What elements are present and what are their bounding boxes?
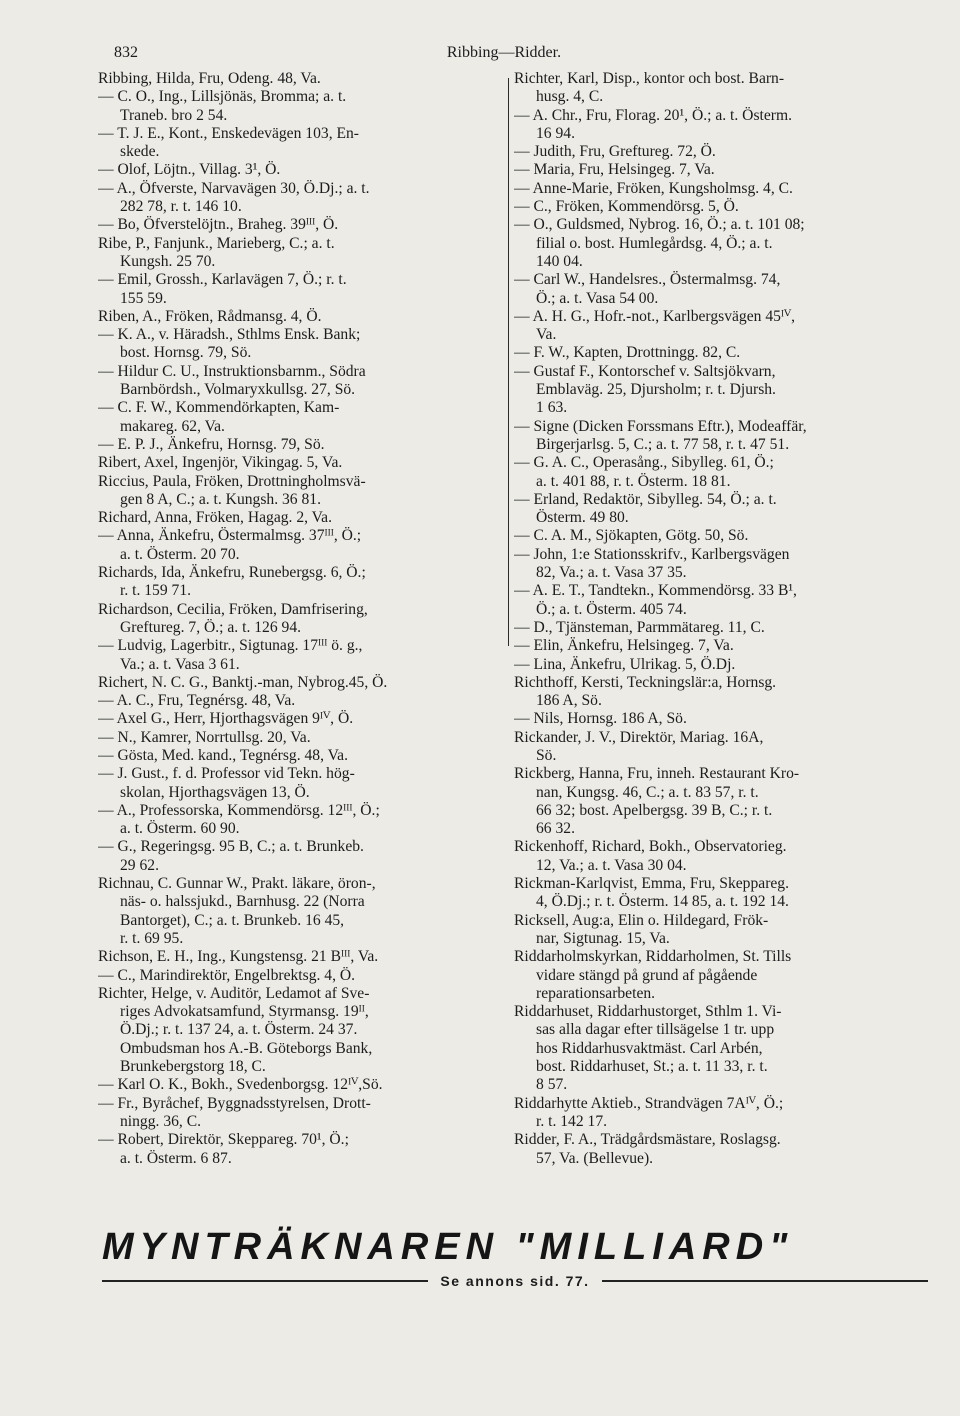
directory-line: Riddarhuset, Riddarhustorget, Sthlm 1. Vi- [514,1003,782,1021]
directory-line: makareg. 62, Va. [120,417,225,435]
directory-line: skolan, Hjorthagsvägen 13, Ö. [120,783,310,801]
directory-line: gen 8 A, C.; a. t. Kungsh. 36 81. [120,490,321,508]
directory-line: Ridder, F. A., Trädgårdsmästare, Roslagsg. [514,1131,781,1149]
directory-line: — Carl W., Handelsres., Östermalmsg. 74, [514,271,781,289]
directory-line: 66 32; bost. Apelbergsg. 39 B, C.; r. t. [536,801,773,819]
directory-line: Va. [536,326,557,344]
directory-line: — C. A. M., Sjökapten, Götg. 50, Sö. [514,527,749,545]
directory-line: — G. A. C., Operasång., Sibylleg. 61, Ö.; [514,454,774,472]
directory-line: 186 A, Sö. [536,692,602,710]
directory-line: Richert, N. C. G., Banktj.-man, Nybrog.45, Ö. [98,673,388,691]
directory-line: — Signe (Dicken Forssmans Eftr.), Modeaffär, [514,417,807,435]
running-head: Ribbing—Ridder. [446,44,562,61]
directory-line: filial o. bost. Humlegårdsg. 4, Ö.; a. t. [536,234,773,252]
directory-line: Ribe, P., Fanjunk., Marieberg, C.; a. t. [98,234,335,252]
directory-line: Ö.; a. t. Österm. 405 74. [536,600,687,618]
directory-line: 16 94. [536,124,575,142]
directory-line: Ricksell, Aug:a, Elin o. Hildegard, Frök- [514,911,769,929]
directory-line: — T. J. E., Kont., Enskedevägen 103, En- [98,124,360,142]
directory-line: — D., Tjänsteman, Parmmätareg. 11, C. [514,618,765,636]
directory-line: Ombudsman hos A.-B. Göteborgs Bank, [120,1039,373,1057]
directory-line: Bantorget), C.; a. t. Brunkeb. 16 45, [120,911,345,929]
directory-line: — C., Marindirektör, Engelbrektsg. 4, Ö. [98,966,356,984]
directory-line: — Emil, Grossh., Karlavägen 7, Ö.; r. t. [98,271,347,289]
advertisement-title: MYNTRÄKNAREN "MILLIARD" [102,1226,794,1268]
directory-line: — A. Chr., Fru, Florag. 20¹, Ö.; a. t. Österm. [514,106,792,124]
directory-line: r. t. 142 17. [536,1112,608,1130]
directory-line: näs- o. halssjukd., Barnhusg. 22 (Norra [120,893,365,911]
directory-line: — Judith, Fru, Greftureg. 72, Ö. [514,143,716,161]
directory-line: Österm. 49 80. [536,509,629,527]
directory-line: 4, Ö.Dj.; r. t. Österm. 14 85, a. t. 192 14. [536,893,789,911]
directory-line: 140 04. [536,252,583,270]
directory-line: — John, 1:e Stationsskrifv., Karlbergsvägen [514,545,790,563]
directory-line: r. t. 69 95. [120,929,184,947]
directory-line: Va.; a. t. Vasa 3 61. [120,655,240,673]
directory-line: Rickman-Karlqvist, Emma, Fru, Skeppareg. [514,875,789,893]
directory-line: 57, Va. (Bellevue). [536,1149,654,1167]
directory-line: — A., Professorska, Kommendörsg. 12ᴵᴵᴵ, Ö.; [98,801,380,819]
directory-line: Birgerjarlsg. 5, C.; a. t. 77 58, r. t. 47 51. [536,435,790,453]
rule-right [602,1280,928,1282]
directory-line: — C., Fröken, Kommendörsg. 5, Ö. [514,198,739,216]
directory-line: sas alla dagar efter tillsägelse 1 tr. upp [536,1021,775,1039]
directory-line: — Lina, Änkefru, Ulrikag. 5, Ö.Dj. [514,655,736,673]
directory-line: Emblaväg. 25, Djursholm; r. t. Djursh. [536,381,776,399]
directory-line: nan, Kungsg. 46, C.; a. t. 83 57, r. t. [536,783,759,801]
directory-line: — E. P. J., Änkefru, Hornsg. 79, Sö. [98,435,325,453]
directory-line: 29 62. [120,856,159,874]
directory-line: — A., Öfverste, Narvavägen 30, Ö.Dj.; a. t. [98,179,370,197]
directory-line: — C. O., Ing., Lillsjönäs, Bromma; a. t. [98,88,347,106]
directory-line: Greftureg. 7, Ö.; a. t. 126 94. [120,618,302,636]
directory-line: 12, Va.; a. t. Vasa 30 04. [536,856,687,874]
directory-columns [98,70,928,1220]
directory-line: — Hildur C. U., Instruktionsbarnm., Södra [98,362,366,380]
directory-line: a. t. Österm. 60 90. [120,820,240,838]
directory-line: Rickenhoff, Richard, Bokh., Observatorieg. [514,838,787,856]
directory-line: 155 59. [120,289,167,307]
directory-line: — A. E. T., Tandtekn., Kommendörsg. 33 B¹, [514,582,797,600]
directory-line: — J. Gust., f. d. Professor vid Tekn. hög- [98,765,355,783]
directory-line: — Gustaf F., Kontorschef v. Saltsjökvarn, [514,362,776,380]
directory-line: husg. 4, C. [536,88,604,106]
directory-line: Kungsh. 25 70. [120,252,216,270]
page-header [88,38,920,68]
directory-line: hos Riddarhusvaktmäst. Carl Arbén, [536,1039,763,1057]
directory-line: 8 57. [536,1076,568,1094]
directory-line: Richson, E. H., Ing., Kungstensg. 21 Bᴵᴵᴵ, Va. [98,948,379,966]
advertisement-reference: Se annons sid. 77. [440,1273,590,1289]
left-column [98,70,506,1168]
directory-line: 282 78, r. t. 146 10. [120,198,242,216]
directory-line: — K. A., v. Häradsh., Sthlms Ensk. Bank; [98,326,361,344]
advertisement-reference-line [102,1272,928,1290]
directory-line: 82, Va.; a. t. Vasa 37 35. [536,564,687,582]
directory-line: — Karl O. K., Bokh., Svedenborgsg. 12ᴵⱽ,Sö. [98,1076,383,1094]
directory-line: Ribert, Axel, Ingenjör, Vikingag. 5, Va. [98,454,343,472]
directory-line: Richter, Karl, Disp., kontor och bost. Barn- [514,70,785,87]
directory-line: skede. [120,143,160,161]
directory-line: reparationsarbeten. [536,984,656,1002]
directory-line: Traneb. bro 2 54. [120,106,228,124]
directory-line: riges Advokatsamfund, Styrmansg. 19ᴵᴵ, [120,1003,369,1021]
directory-line: — Elin, Änkefru, Helsingeg. 7, Va. [514,637,734,655]
directory-line: — Fr., Byråchef, Byggnadsstyrelsen, Drott- [98,1094,371,1112]
directory-line: — G., Regeringsg. 95 B, C.; a. t. Brunkeb. [98,838,364,856]
directory-line: — A. H. G., Hofr.-not., Karlbergsvägen 45ᴵⱽ, [514,307,796,325]
directory-line: bost. Riddarhuset, St.; a. t. 11 33, r. t. [536,1058,768,1076]
directory-line: Riben, A., Fröken, Rådmansg. 4, Ö. [98,307,322,325]
directory-line: Richardson, Cecilia, Fröken, Damfrisering, [98,600,368,618]
directory-line: — O., Guldsmed, Nybrog. 16, Ö.; a. t. 101 08; [514,216,805,234]
directory-line: — Gösta, Med. kand., Tegnérsg. 48, Va. [98,746,348,764]
column-divider [508,78,509,646]
directory-line: a. t. Österm. 6 87. [120,1149,232,1167]
directory-line: bost. Hornsg. 79, Sö. [120,344,252,362]
rule-left [102,1280,428,1282]
directory-line: Ö.Dj.; r. t. 137 24, a. t. Österm. 24 37. [120,1021,358,1039]
directory-line: a. t. Österm. 20 70. [120,545,240,563]
directory-line: — Maria, Fru, Helsingeg. 7, Va. [514,161,715,179]
directory-line: Riddarhytte Aktieb., Strandvägen 7Aᴵⱽ, Ö.; [514,1094,784,1112]
directory-line: Richthoff, Kersti, Teckningslär:a, Hornsg. [514,673,777,691]
directory-line: — Nils, Hornsg. 186 A, Sö. [514,710,687,728]
page-number: 832 [114,44,138,61]
directory-line: Brunkebergstorg 18, C. [120,1058,266,1076]
directory-line: Riccius, Paula, Fröken, Drottningholmsvä- [98,472,366,490]
directory-line: 1 63. [536,399,568,417]
directory-line: — Erland, Redaktör, Sibylleg. 54, Ö.; a. t. [514,490,777,508]
directory-line: Barnbördsh., Volmaryxkullsg. 27, Sö. [120,381,356,399]
directory-line: ningg. 36, C. [120,1112,202,1130]
directory-line: Sö. [536,746,557,764]
directory-line: Richnau, C. Gunnar W., Prakt. läkare, öron-, [98,875,376,893]
directory-line: — F. W., Kapten, Drottningg. 82, C. [514,344,741,362]
directory-line: — C. F. W., Kommendörkapten, Kam- [98,399,340,417]
directory-line: Rickander, J. V., Direktör, Mariag. 16A, [514,728,764,746]
directory-line: — Bo, Öfverstelöjtn., Braheg. 39ᴵᴵᴵ, Ö. [98,216,339,234]
directory-line: — Axel G., Herr, Hjorthagsvägen 9ᴵⱽ, Ö. [98,710,354,728]
directory-line: Rickberg, Hanna, Fru, inneh. Restaurant Kro- [514,765,800,783]
directory-line: — Olof, Löjtn., Villag. 3¹, Ö. [98,161,281,179]
directory-line: r. t. 159 71. [120,582,192,600]
directory-line: — N., Kamrer, Norrtullsg. 20, Va. [98,728,311,746]
directory-line: Richard, Anna, Fröken, Hagag. 2, Va. [98,509,333,527]
directory-line: Ribbing, Hilda, Fru, Odeng. 48, Va. [98,70,321,87]
directory-line: nar, Sigtunag. 15, Va. [536,929,670,947]
directory-line: Riddarholmskyrkan, Riddarholmen, St. Tills [514,948,792,966]
directory-line: Ö.; a. t. Vasa 54 00. [536,289,659,307]
advertisement-banner [102,1226,928,1289]
directory-line: Richter, Helge, v. Auditör, Ledamot af Sve- [98,984,370,1002]
directory-line: Richards, Ida, Änkefru, Runebergsg. 6, Ö.; [98,564,366,582]
directory-line: — Robert, Direktör, Skeppareg. 70¹, Ö.; [98,1131,349,1149]
directory-line: — Anne-Marie, Fröken, Kungsholmsg. 4, C. [514,179,793,197]
directory-line: — Ludvig, Lagerbitr., Sigtunag. 17ᴵᴵᴵ ö. g., [98,637,363,655]
directory-line: a. t. 401 88, r. t. Österm. 18 81. [536,472,731,490]
directory-line: — A. C., Fru, Tegnérsg. 48, Va. [98,692,296,710]
directory-line: vidare stängd på grund af pågående [536,966,758,984]
right-column [514,70,922,1168]
directory-line: 66 32. [536,820,575,838]
directory-line: — Anna, Änkefru, Östermalmsg. 37ᴵᴵᴵ, Ö.; [98,527,362,545]
